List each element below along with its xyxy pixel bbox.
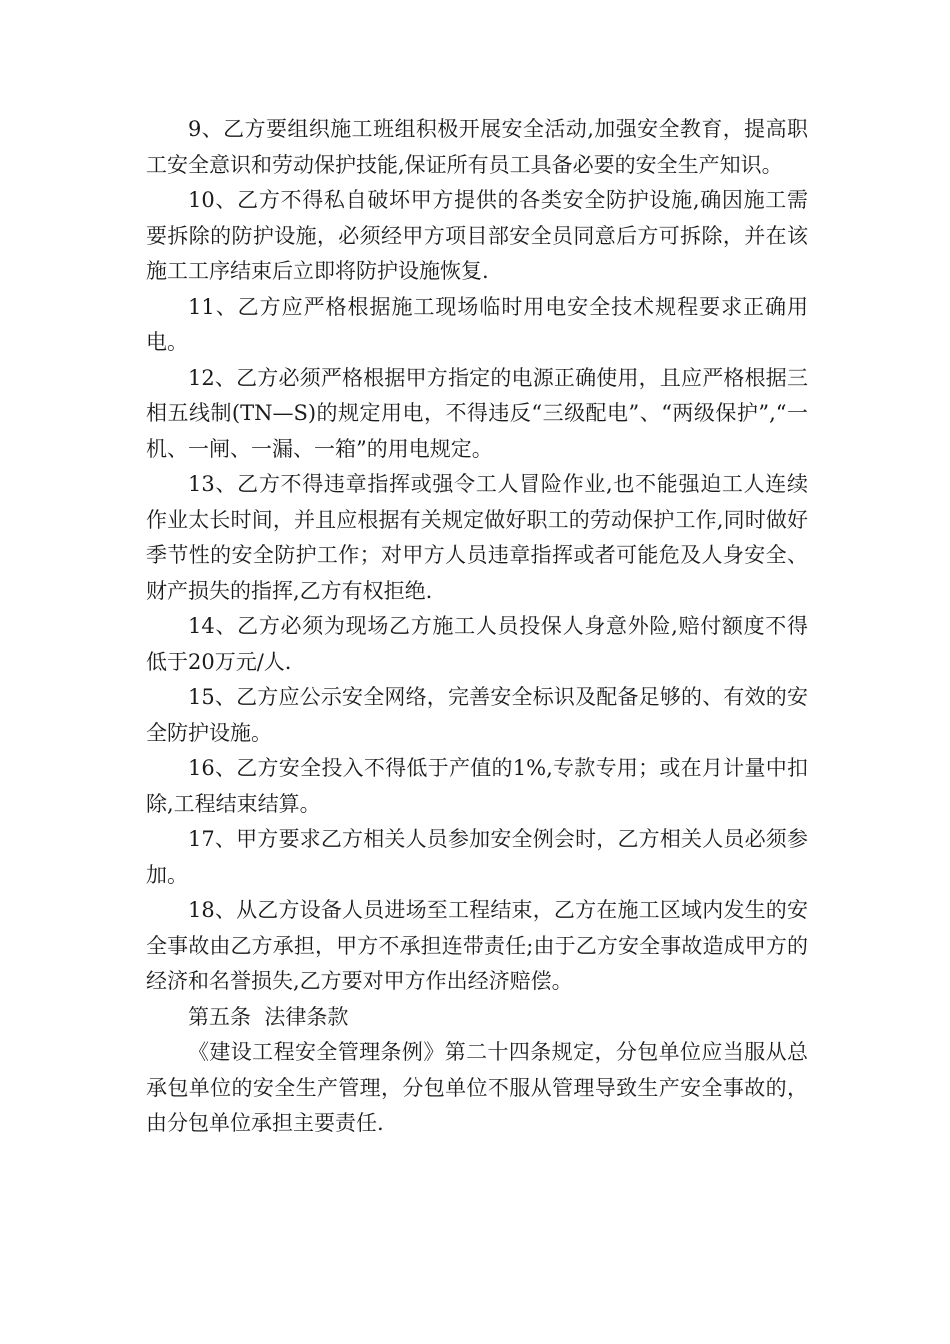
legal-clause-paragraph: 《建设工程安全管理条例》第二十四条规定，分包单位应当服从总承包单位的安全生产管理，分包单位不服从管理导致生产安全事故的，由分包单位承担主要责任. bbox=[146, 1040, 808, 1135]
clause-10-paragraph: 10、乙方不得私自破坏甲方提供的各类安全防护设施,确因施工需要拆除的防护设施，必须经甲方项目部安全员同意后方可拆除，并在该施工工序结束后立即将防护设施恢复. bbox=[146, 188, 808, 283]
document-body bbox=[146, 112, 808, 1142]
clause-11-paragraph: 11、乙方应严格根据施工现场临时用电安全技术规程要求正确用电。 bbox=[146, 294, 808, 354]
clause-9-paragraph: 9、乙方要组织施工班组积极开展安全活动,加强安全教育，提高职工安全意识和劳动保护技能,保证所有员工具备必要的安全生产知识。 bbox=[146, 117, 808, 177]
clause-13-paragraph: 13、乙方不得违章指挥或强令工人冒险作业,也不能强迫工人连续作业太长时间，并且应根据有关规定做好职工的劳动保护工作,同时做好季节性的安全防护工作；对甲方人员违章指挥或者可能危及人身安全、财产损失的指挥,乙方有权拒绝. bbox=[146, 472, 808, 603]
article-5-heading: 第五条 法律条款 bbox=[188, 1004, 349, 1029]
clause-12-paragraph: 12、乙方必须严格根据甲方指定的电源正确使用，且应严格根据三相五线制(TN—S)的规定用电，不得违反“三级配电”、“两级保护”,“一机、一闸、一漏、一箱”的用电规定。 bbox=[146, 365, 808, 461]
clause-17-paragraph: 17、甲方要求乙方相关人员参加安全例会时，乙方相关人员必须参加。 bbox=[146, 827, 808, 887]
clause-16-paragraph: 16、乙方安全投入不得低于产值的1%,专款专用；或在月计量中扣除,工程结束结算。 bbox=[146, 756, 808, 816]
clause-18-paragraph: 18、从乙方设备人员进场至工程结束，乙方在施工区域内发生的安全事故由乙方承担，甲方不承担连带责任;由于乙方安全事故造成甲方的经济和名誉损失,乙方要对甲方作出经济赔偿。 bbox=[146, 898, 808, 993]
clause-14-paragraph: 14、乙方必须为现场乙方施工人员投保人身意外险,赔付额度不得低于20万元/人. bbox=[146, 614, 808, 674]
clause-15-paragraph: 15、乙方应公示安全网络，完善安全标识及配备足够的、有效的安全防护设施。 bbox=[146, 685, 808, 745]
